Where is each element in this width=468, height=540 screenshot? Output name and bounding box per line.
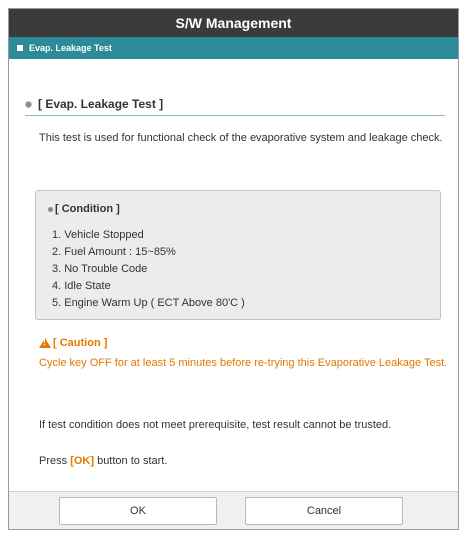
prerequisite-note: If test condition does not meet prerequisite, test result cannot be trusted. — [39, 419, 392, 431]
square-icon — [17, 45, 23, 51]
dialog-content — [9, 59, 458, 494]
condition-item: 2. Fuel Amount : 15~85% — [52, 246, 176, 258]
press-prefix: Press — [39, 455, 71, 467]
condition-box — [35, 190, 441, 320]
subbar-label: Evap. Leakage Test — [29, 43, 112, 53]
condition-title — [48, 203, 120, 215]
condition-item: 5. Engine Warm Up ( ECT Above 80'C ) — [52, 297, 245, 309]
press-instruction — [39, 455, 167, 467]
bullet-icon — [25, 101, 32, 108]
caution-title — [39, 337, 107, 349]
ok-button[interactable]: OK — [59, 497, 217, 525]
condition-title-label: [ Condition ] — [55, 203, 120, 215]
press-suffix: button to start. — [94, 455, 168, 467]
condition-item: 3. No Trouble Code — [52, 263, 148, 275]
condition-item: 1. Vehicle Stopped — [52, 229, 144, 241]
bullet-icon — [48, 207, 53, 212]
sw-management-dialog — [8, 8, 459, 530]
condition-item: 4. Idle State — [52, 280, 111, 292]
window-title: S/W Management — [9, 9, 458, 37]
button-bar — [9, 491, 458, 529]
caution-title-label: [ Caution ] — [53, 337, 108, 349]
description-text: This test is used for functional check of the evaporative system and leakage check. — [39, 132, 443, 144]
warning-triangle-icon — [39, 338, 51, 348]
subbar — [9, 37, 458, 59]
section-heading — [25, 93, 445, 116]
condition-list — [52, 227, 245, 312]
press-ok-highlight: [OK] — [70, 455, 95, 467]
section-heading-label: [ Evap. Leakage Test ] — [38, 97, 164, 111]
caution-text: Cycle key OFF for at least 5 minutes before re-trying this Evaporative Leakage Test. — [39, 357, 448, 369]
cancel-button[interactable]: Cancel — [245, 497, 403, 525]
